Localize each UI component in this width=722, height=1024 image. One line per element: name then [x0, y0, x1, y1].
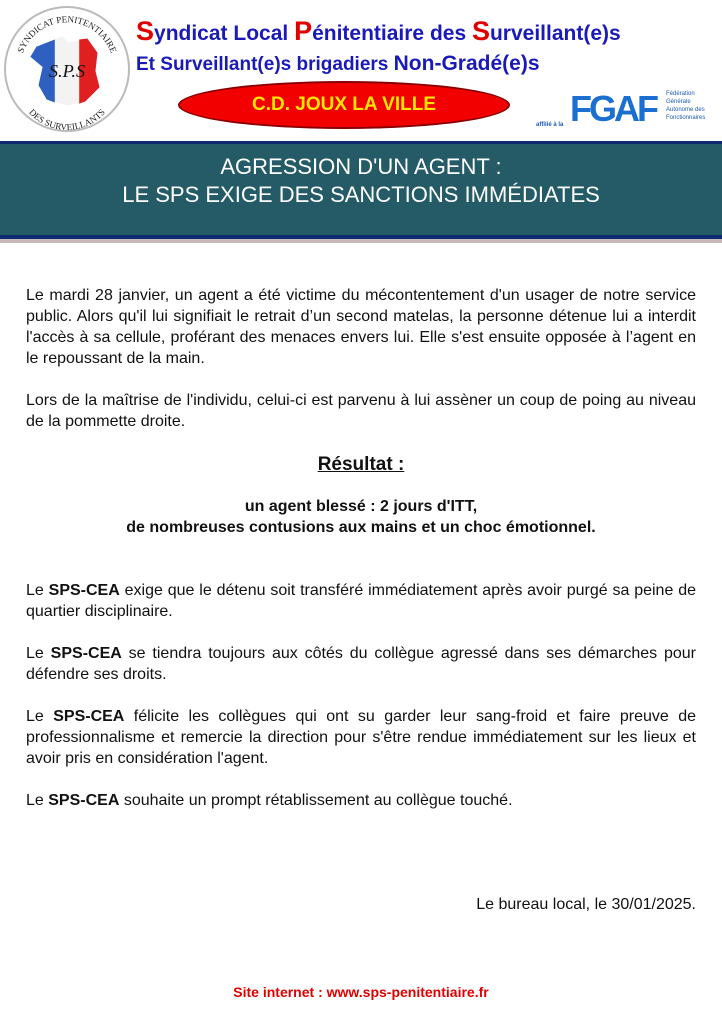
- svg-text:DES SURVEILLANTS: DES SURVEILLANTS: [27, 106, 107, 130]
- svg-text:SYNDICAT PENITENTIAIRE: SYNDICAT PENITENTIAIRE: [15, 14, 119, 55]
- text: se tiendra toujours aux côtés du collègue agressé dans ses démarches pour défendre ses droits.: [26, 645, 696, 683]
- banner-shadow: [0, 239, 722, 243]
- fgaf-text: Fonctionnaires: [666, 115, 706, 121]
- org-name: SPS-CEA: [53, 708, 125, 725]
- signature: Le bureau local, le 30/01/2025.: [476, 896, 696, 913]
- article-body: [26, 285, 696, 832]
- headline-line: AGRESSION D'UN AGENT :: [220, 154, 502, 179]
- paragraph: Lors de la maîtrise de l'individu, celui-ci est parvenu à lui assèner un coup de poing au niveau de la pommette droite.: [26, 392, 696, 430]
- fgaf-fullname: [666, 90, 705, 122]
- text: Le: [26, 645, 51, 662]
- headline-banner: [0, 141, 722, 239]
- paragraph: Le mardi 28 janvier, un agent a été victime du mécontentement d'un usager de notre service public. Alors qu'il lui signifiait le retrait d’un second matelas, la personne détenue lui a interdit l'accès à sa cellule, proférant des menaces envers lui. Elle s'est ensuite opposée à l’agent en le repoussant de la main.: [26, 287, 696, 367]
- title-initial: S: [136, 16, 155, 46]
- union-title: [136, 16, 621, 47]
- result-line: un agent blessé : 2 jours d'ITT,: [244, 498, 478, 515]
- headline-line: LE SPS EXIGE DES SANCTIONS IMMÉDIATES: [122, 182, 600, 207]
- text: Le: [26, 582, 49, 599]
- title-part: yndicat Local: [154, 22, 295, 45]
- title-initial: S: [471, 16, 490, 46]
- title-part: urveillant(e)s: [489, 22, 621, 45]
- fgaf-text: Autonome des: [666, 107, 705, 113]
- website-link[interactable]: Site internet : www.sps-penitentiaire.fr: [233, 984, 489, 1000]
- text: exige que le détenu soit transféré immédiatement après avoir purgé sa peine de quartier disciplinaire.: [26, 582, 696, 620]
- paragraph: [26, 790, 696, 811]
- svg-text:S.P.S: S.P.S: [48, 61, 86, 82]
- paragraph: [26, 706, 696, 769]
- fgaf-mark: FGAF: [570, 88, 656, 129]
- text: Le: [26, 708, 54, 725]
- affiliation-label: affilié à la: [536, 122, 564, 128]
- sps-logo: [4, 6, 130, 132]
- text: souhaite un prompt rétablissement au collègue touché.: [119, 792, 513, 809]
- fgaf-logo: [536, 88, 716, 132]
- result-heading: Résultat :: [317, 454, 405, 475]
- title-initial: P: [294, 16, 313, 46]
- org-name: SPS-CEA: [48, 582, 120, 599]
- subtitle-part: Et Surveillant(e)s brigadiers: [136, 54, 394, 75]
- title-part: énitentiaire des: [312, 22, 472, 45]
- subtitle-part: Non-Gradé(e)s: [393, 52, 540, 75]
- org-name: SPS-CEA: [48, 792, 120, 809]
- paragraph: [26, 580, 696, 622]
- result-line: de nombreuses contusions aux mains et un choc émotionnel.: [126, 519, 596, 536]
- org-name: SPS-CEA: [50, 645, 122, 662]
- establishment-name: C.D. JOUX LA VILLE: [251, 94, 437, 115]
- text: félicite les collègues qui ont su garder leur sang-froid et faire preuve de professionnalisme et remercie la direction pour s'être rendue immédiatement sur les lieux et avoir pris en considération l'agent.: [26, 708, 696, 767]
- fgaf-text: Fédération: [666, 91, 695, 97]
- sps-seal-icon: [6, 8, 128, 130]
- text: Le: [26, 792, 49, 809]
- paragraph: [26, 643, 696, 685]
- fgaf-text: Générale: [666, 99, 691, 105]
- result-details: [26, 496, 696, 538]
- establishment-badge: [178, 81, 510, 129]
- union-subtitle: [136, 52, 540, 76]
